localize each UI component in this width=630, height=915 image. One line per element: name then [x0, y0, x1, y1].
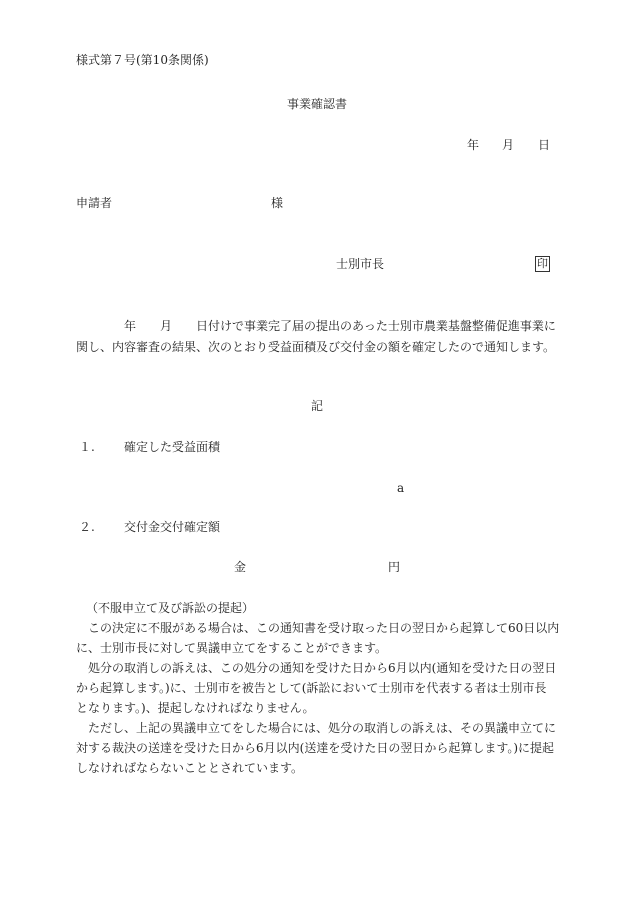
item-1-unit: a — [397, 481, 405, 495]
issuer-name: 士別市長 — [336, 257, 385, 271]
date-month: 月 — [502, 138, 515, 152]
item-1-label: 確定した受益面積 — [124, 440, 221, 454]
intro-month: 月 — [160, 319, 173, 333]
item-2-label: 交付金交付確定額 — [124, 520, 221, 534]
ki-heading: 記 — [311, 399, 324, 413]
intro-text-line2: 関し、内容審査の結果、次のとおり受益面積及び交付金の額を確定したので通知します。 — [76, 340, 556, 354]
applicant-suffix: 様 — [271, 196, 284, 210]
date-year: 年 — [467, 138, 480, 152]
legal-heading: （不服申立て及び訴訟の提起） — [86, 601, 255, 615]
legal-p2-line1: 処分の取消しの訴えは、この処分の通知を受けた日から6月以内(通知を受けた日の翌日 — [88, 661, 557, 675]
applicant-label: 申請者 — [76, 196, 113, 210]
legal-p3-line2: 対する裁決の送達を受けた日から6月以内(送達を受けた日の翌日から起算します。)に提起 — [76, 741, 555, 755]
intro-text-line1: 日付けで事業完了届の提出のあった士別市農業基盤整備促進事業に — [196, 319, 556, 333]
item-1-number: １. — [79, 440, 95, 454]
legal-p2-line3: となります。)、提起しなければなりません。 — [76, 701, 315, 715]
item-2-number: ２. — [79, 520, 95, 534]
legal-p1-line2: に、士別市長に対して異議申立てをすることができます。 — [76, 641, 388, 655]
legal-p3-line1: ただし、上記の異議申立てをした場合には、処分の取消しの訴えは、その異議申立てに — [88, 721, 557, 735]
item-2-prefix: 金 — [234, 560, 247, 574]
item-2-unit: 円 — [388, 560, 401, 574]
legal-p3-line3: しなければならないこととされています。 — [76, 761, 304, 775]
intro-year: 年 — [124, 319, 137, 333]
document-title: 事業確認書 — [287, 97, 348, 111]
legal-p1-line1: この決定に不服がある場合は、この通知書を受け取った日の翌日から起算して60日以内 — [88, 621, 560, 635]
form-number: 様式第７号(第10条関係) — [76, 53, 209, 67]
date-day: 日 — [538, 138, 551, 152]
seal-mark: 印 — [537, 257, 548, 270]
legal-p2-line2: から起算します。)に、士別市を被告として(訴訟において士別市を代表する者は士別市長 — [76, 681, 547, 695]
